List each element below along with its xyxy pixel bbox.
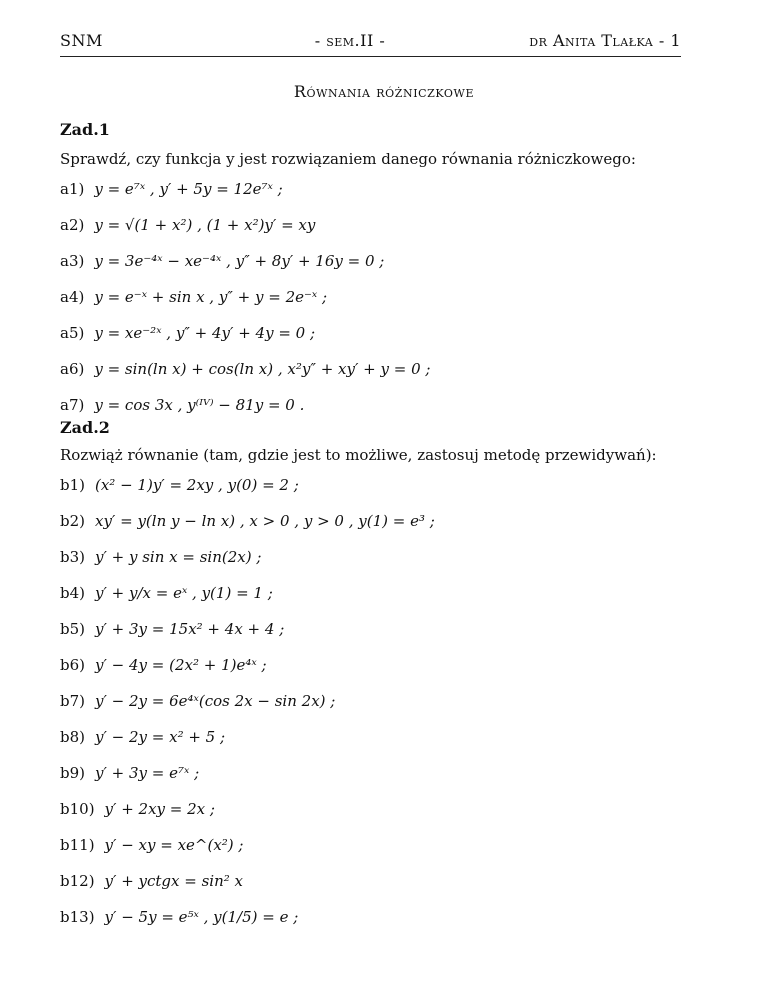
document-title: Równania różniczkowe (293, 82, 475, 101)
exercise-equation: y′ − 4y = (2x² + 1)e⁴ˣ ; (95, 656, 267, 674)
exercise-item (60, 180, 283, 198)
zad1-heading: Zad.1 (60, 120, 110, 139)
exercise-label: b1) (60, 476, 85, 494)
exercise-item (60, 512, 435, 530)
header-course: SNM (60, 31, 103, 50)
exercise-equation: y = 3e⁻⁴ˣ − xe⁻⁴ˣ , y″ + 8y′ + 16y = 0 ; (94, 252, 385, 270)
header-semester: - sem.II - (314, 31, 386, 50)
exercise-equation: y′ + y/x = eˣ , y(1) = 1 ; (95, 584, 273, 602)
exercise-label: b5) (60, 620, 85, 638)
exercise-item (60, 692, 335, 710)
exercise-label: a2) (60, 216, 85, 234)
exercise-equation: y = sin(ln x) + cos(ln x) , x²y″ + xy′ + y = 0 ; (94, 360, 431, 378)
exercise-item (60, 620, 284, 638)
exercise-item (60, 324, 315, 342)
exercise-label: a3) (60, 252, 85, 270)
exercise-item (60, 908, 298, 926)
exercise-label: b13) (60, 908, 95, 926)
exercise-equation: xy′ = y(ln y − ln x) , x > 0 , y > 0 , y(1) = e³ ; (95, 512, 435, 530)
exercise-label: b12) (60, 872, 95, 890)
header-author-page: dr Anita Tlałka - 1 (529, 31, 681, 50)
exercise-item (60, 836, 243, 854)
exercise-equation: y = xe⁻²ˣ , y″ + 4y′ + 4y = 0 ; (94, 324, 316, 342)
exercise-label: a4) (60, 288, 85, 306)
exercise-label: b8) (60, 728, 85, 746)
exercise-equation: y′ + yctgx = sin² x (104, 872, 243, 890)
exercise-item (60, 252, 384, 270)
exercise-equation: y′ − xy = xe^(x²) ; (104, 836, 244, 854)
exercise-equation: y′ + 3y = e⁷ˣ ; (95, 764, 200, 782)
exercise-label: b7) (60, 692, 85, 710)
exercise-item (60, 216, 315, 234)
exercise-label: b4) (60, 584, 85, 602)
exercise-item (60, 656, 267, 674)
exercise-label: a6) (60, 360, 85, 378)
exercise-item (60, 728, 225, 746)
page-header (60, 28, 681, 57)
exercise-equation: y′ − 2y = 6e⁴ˣ(cos 2x − sin 2x) ; (95, 692, 336, 710)
exercise-label: a7) (60, 396, 85, 414)
exercise-item (60, 548, 261, 566)
exercise-item (60, 800, 215, 818)
exercise-label: a5) (60, 324, 85, 342)
exercise-equation: y = cos 3x , y⁽ᴵⱽ⁾ − 81y = 0 . (94, 396, 305, 414)
exercise-item (60, 584, 273, 602)
exercise-item (60, 360, 430, 378)
exercise-equation: y′ − 2y = x² + 5 ; (95, 728, 226, 746)
zad2-intro: Rozwiąż równanie (tam, gdzie jest to możliwe, zastosuj metodę przewidywań): (60, 446, 657, 464)
exercise-item (60, 872, 243, 890)
exercise-label: b11) (60, 836, 95, 854)
exercise-equation: y = √(1 + x²) , (1 + x²)y′ = xy (94, 216, 316, 234)
exercise-equation: y′ + 2xy = 2x ; (104, 800, 215, 818)
exercise-equation: y′ − 5y = e⁵ˣ , y(1/5) = e ; (104, 908, 299, 926)
exercise-equation: y = e⁷ˣ , y′ + 5y = 12e⁷ˣ ; (94, 180, 283, 198)
exercise-label: b6) (60, 656, 85, 674)
exercise-equation: y′ + 3y = 15x² + 4x + 4 ; (95, 620, 285, 638)
exercise-item (60, 764, 199, 782)
exercise-label: b3) (60, 548, 85, 566)
exercise-item (60, 396, 304, 414)
exercise-label: a1) (60, 180, 85, 198)
exercise-label: b10) (60, 800, 95, 818)
zad2-heading: Zad.2 (60, 418, 110, 437)
exercise-label: b9) (60, 764, 85, 782)
exercise-item (60, 288, 327, 306)
exercise-item (60, 476, 299, 494)
exercise-label: b2) (60, 512, 85, 530)
exercise-equation: y = e⁻ˣ + sin x , y″ + y = 2e⁻ˣ ; (94, 288, 328, 306)
exercise-equation: (x² − 1)y′ = 2xy , y(0) = 2 ; (95, 476, 299, 494)
exercise-equation: y′ + y sin x = sin(2x) ; (95, 548, 262, 566)
zad1-intro: Sprawdź, czy funkcja y jest rozwiązaniem danego równania różniczkowego: (60, 150, 636, 168)
